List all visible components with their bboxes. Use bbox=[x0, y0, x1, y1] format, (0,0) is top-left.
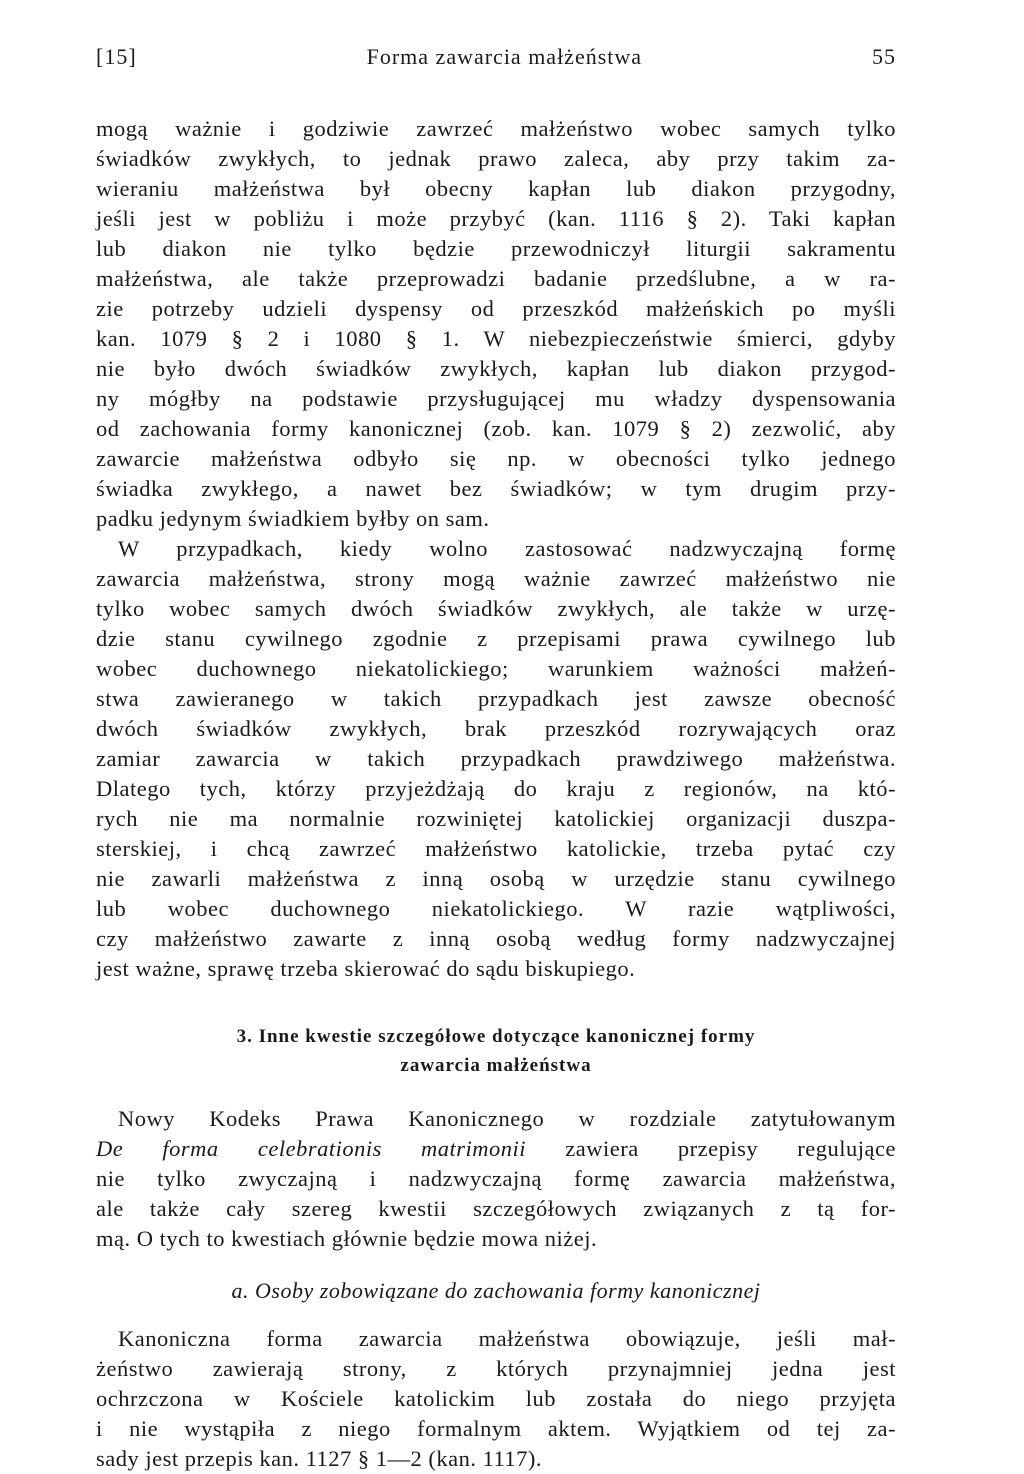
text-line: wieraniu małżeństwa był obecny kapłan lub diakon przygodny, bbox=[96, 176, 896, 201]
text-line: Dlatego tych, którzy przyjeżdżają do kraju z regionów, na któ- bbox=[96, 776, 896, 801]
text-line: zie potrzeby udzieli dyspensy od przeszkód małżeńskich po myśli bbox=[96, 296, 896, 321]
text-line: sady jest przepis kan. 1127 § 1—2 (kan. 1117). bbox=[96, 1446, 543, 1471]
text-line: dzie stanu cywilnego zgodnie z przepisami prawa cywilnego lub bbox=[96, 626, 896, 651]
text-line: zawarcie małżeństwa odbyło się np. w obecności tylko jednego bbox=[96, 446, 896, 471]
text-line: lub wobec duchownego niekatolickiego. W razie wątpliwości, bbox=[96, 896, 896, 921]
running-title: Forma zawarcia małżeństwa bbox=[366, 44, 643, 69]
text-line: mogą ważnie i godziwie zawrzeć małżeństwo wobec samych tylko bbox=[96, 116, 896, 141]
section-heading-line-1: 3. Inne kwestie szczegółowe dotyczące kanonicznej formy bbox=[236, 1026, 756, 1047]
text-line: wobec duchownego niekatolickiego; warunkiem ważności małżeń- bbox=[96, 656, 896, 681]
text-line: ny mógłby na podstawie przysługującej mu władzy dyspensowania bbox=[96, 386, 896, 411]
section-heading-line-2: zawarcia małżeństwa bbox=[400, 1055, 592, 1076]
text-line: żeństwo zawierają strony, z których przynajmniej jedna jest bbox=[96, 1356, 896, 1381]
text-line: zamiar zawarcia w takich przypadkach prawdziwego małżeństwa. bbox=[96, 746, 896, 771]
section-heading bbox=[96, 1022, 896, 1080]
text-line: sterskiej, i chcą zawrzeć małżeństwo katolickie, trzeba pytać czy bbox=[96, 836, 896, 861]
text-line: świadków zwykłych, to jednak prawo zaleca, aby przy takim za- bbox=[96, 146, 896, 171]
text-line: ale także cały szereg kwestii szczegółowych związanych z tą for- bbox=[96, 1196, 896, 1221]
text-line: mą. O tych to kwestiach głównie będzie mowa niżej. bbox=[96, 1226, 598, 1251]
paragraph-4 bbox=[96, 1324, 896, 1474]
page-number: 55 bbox=[872, 44, 896, 69]
text-line: zawarcia małżeństwa, strony mogą ważnie zawrzeć małżeństwo nie bbox=[96, 566, 896, 591]
paragraph-1 bbox=[96, 114, 896, 534]
running-head bbox=[96, 44, 896, 84]
text-line: i nie wystąpiła z niego formalnym aktem. Wyjątkiem od tej za- bbox=[96, 1416, 896, 1441]
text-line bbox=[96, 1134, 896, 1164]
subsection-heading: a. Osoby zobowiązane do zachowania formy kanonicznej bbox=[231, 1278, 761, 1303]
text-line: Kanoniczna forma zawarcia małżeństwa obowiązuje, jeśli mał- bbox=[118, 1326, 896, 1351]
text-line: stwa zawieranego w takich przypadkach jest zawsze obecność bbox=[96, 686, 896, 711]
text-line: świadka zwykłego, a nawet bez świadków; w tym drugim przy- bbox=[96, 476, 896, 501]
text-line: kan. 1079 § 2 i 1080 § 1. W niebezpieczeństwie śmierci, gdyby bbox=[96, 326, 896, 351]
paragraph-3 bbox=[96, 1104, 896, 1254]
text-line: rych nie ma normalnie rozwiniętej katolickiej organizacji duszpa- bbox=[96, 806, 896, 831]
text-line: lub diakon nie tylko będzie przewodniczył liturgii sakramentu bbox=[96, 236, 896, 261]
section-marker: [15] bbox=[96, 44, 137, 69]
text-line: tylko wobec samych dwóch świadków zwykłych, ale także w urzę- bbox=[96, 596, 896, 621]
book-page bbox=[96, 44, 896, 1474]
text-line: od zachowania formy kanonicznej (zob. kan. 1079 § 2) zezwolić, aby bbox=[96, 416, 896, 441]
text-line: ochrzczona w Kościele katolickim lub została do niego przyjęta bbox=[96, 1386, 896, 1411]
text-line: małżeństwa, ale także przeprowadzi badanie przedślubne, a w ra- bbox=[96, 266, 896, 291]
paragraph-2 bbox=[96, 534, 896, 984]
text-line: nie zawarli małżeństwa z inną osobą w urzędzie stanu cywilnego bbox=[96, 866, 896, 891]
text-line: Nowy Kodeks Prawa Kanonicznego w rozdziale zatytułowanym bbox=[118, 1106, 896, 1131]
text-line: nie było dwóch świadków zwykłych, kapłan lub diakon przygod- bbox=[96, 356, 896, 381]
text-line: W przypadkach, kiedy wolno zastosować nadzwyczajną formę bbox=[118, 536, 896, 561]
text-line: jest ważne, sprawę trzeba skierować do sądu biskupiego. bbox=[96, 956, 636, 981]
text-line: jeśli jest w pobliżu i może przybyć (kan. 1116 § 2). Taki kapłan bbox=[96, 206, 896, 231]
text-line: padku jedynym świadkiem byłby on sam. bbox=[96, 506, 490, 531]
text-line: czy małżeństwo zawarte z inną osobą według formy nadzwyczajnej bbox=[96, 926, 896, 951]
text-line: nie tylko zwyczajną i nadzwyczajną formę zawarcia małżeństwa, bbox=[96, 1166, 896, 1191]
text-fragment: zawiera przepisy regulujące bbox=[526, 1136, 896, 1161]
text-line: dwóch świadków zwykłych, brak przeszkód rozrywających oraz bbox=[96, 716, 896, 741]
latin-title: De forma celebrationis matrimonii bbox=[96, 1136, 527, 1161]
